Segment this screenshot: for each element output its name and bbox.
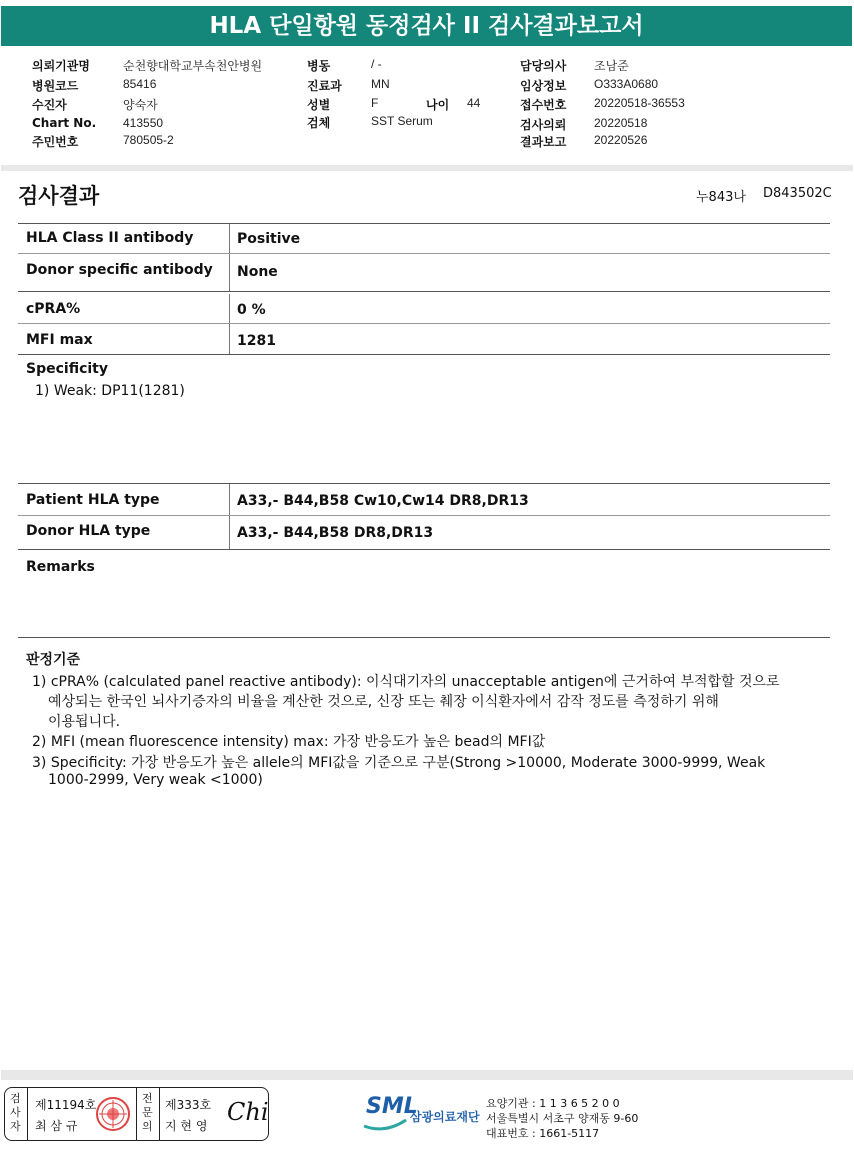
header-value: 44 [467,96,481,110]
criteria-line: 2) MFI (mean fluorescence intensity) max: 가장 반응도가 높은 bead의 MFI값 [32,734,546,750]
specialist-name: 지 현 영 [165,1119,208,1133]
sml-logo: SML [366,1094,418,1119]
header-value: 20220518-36553 [594,96,685,110]
header-label: 성별 [307,98,331,112]
header-value: 조남준 [594,59,629,73]
header-value: 413550 [123,116,164,130]
criteria-line: 3) Specificity: 가장 반응도가 높은 allele의 MFI값을 기준으로 구분(Strong >10000, Moderate 3000-9999, Weak [32,755,766,771]
specificity-item: 1) Weak: DP11(1281) [35,383,185,399]
table-label: HLA Class II antibody [26,230,194,246]
table-line [18,291,830,292]
inspector-vertical-label: 검사자 [10,1092,21,1133]
table-value: 1281 [237,333,276,349]
criteria-line: 1) cPRA% (calculated panel reactive antibody): 이식대기자의 unacceptable antigen에 근거하여 부적합할 것으로 [32,674,780,690]
table-divider [229,294,230,354]
table-label: Donor HLA type [26,523,151,539]
header-label: 주민번호 [32,135,79,149]
signature: Chi [227,1098,269,1126]
header-value: 20220518 [594,116,648,130]
specificity-label: Specificity [26,361,108,377]
report-title: HLA 단일항원 동정검사 II 검사결과보고서 [1,6,852,46]
criteria-heading: 판정기준 [26,652,81,668]
result-code: D843502C [763,186,832,201]
specialist-license: 제333호 [165,1098,212,1112]
table-line [18,253,830,254]
seal-stamp-icon [95,1096,131,1132]
header-value: MN [371,77,390,91]
header-label: 병동 [307,59,331,73]
header-value: 20220526 [594,133,648,147]
header-label: 검체 [307,116,331,130]
table-line [18,354,830,355]
header-separator [1,165,853,171]
header-value: 85416 [123,77,157,91]
table-label: Patient HLA type [26,492,160,508]
header-label: 의뢰기관명 [32,59,90,73]
remarks-label: Remarks [26,559,95,575]
header-label: 병원코드 [32,79,79,93]
header-label: 나이 [426,98,450,112]
table-label: MFI max [26,332,93,348]
table-line [18,223,830,224]
results-heading: 검사결과 [18,184,100,208]
table-divider [229,224,230,291]
header-value: 780505-2 [123,133,174,147]
phone: 대표번호 : 1661-5117 [486,1127,600,1140]
header-value: 양숙자 [123,98,158,112]
specialist-vertical-label: 전문의 [142,1092,153,1133]
result-code: 누843나 [696,190,746,205]
header-value: F [371,96,379,110]
criteria-line: 이용됩니다. [48,714,121,730]
footer-separator [1,1070,853,1080]
org-name: 삼광의료재단 [410,1110,480,1124]
institution-code: 요양기관 : 1 1 3 6 5 2 0 0 [486,1097,620,1110]
header-label: 결과보고 [520,135,567,149]
address: 서울특별시 서초구 양재동 9-60 [486,1112,639,1125]
criteria-line: 예상되는 한국인 뇌사기증자의 비율을 계산한 것으로, 신장 또는 췌장 이식환자에서 감작 정도를 측정하기 위해 [48,694,719,710]
header-value: SST Serum [371,114,433,128]
table-divider [229,484,230,549]
table-label: Donor specific antibody [26,262,213,278]
table-line [18,323,830,324]
header-label: 임상정보 [520,79,567,93]
header-value: / - [371,57,382,71]
table-value: Positive [237,231,301,247]
header-label: 담당의사 [520,59,567,73]
table-value: A33,- B44,B58 DR8,DR13 [237,525,434,541]
table-line [18,483,830,484]
table-value: A33,- B44,B58 Cw10,Cw14 DR8,DR13 [237,493,529,509]
header-label: 접수번호 [520,98,567,112]
inspector-license: 제11194호 [35,1098,97,1112]
criteria-line: 1000-2999, Very weak <1000) [48,772,263,788]
table-line [18,549,830,550]
header-label: 수진자 [32,98,67,112]
header-label: 진료과 [307,79,342,93]
header-label: Chart No. [32,116,97,130]
table-line [18,515,830,516]
table-value: 0 % [237,302,266,318]
table-value: None [237,264,278,280]
table-line [18,637,830,638]
header-value: O333A0680 [594,77,659,91]
header-label: 검사의뢰 [520,118,567,132]
logo-swoosh-icon [360,1090,410,1134]
signature-box [4,1087,269,1141]
table-label: cPRA% [26,301,81,317]
header-value: 순천향대학교부속천안병원 [123,59,263,73]
inspector-name: 최 삼 규 [35,1119,78,1133]
